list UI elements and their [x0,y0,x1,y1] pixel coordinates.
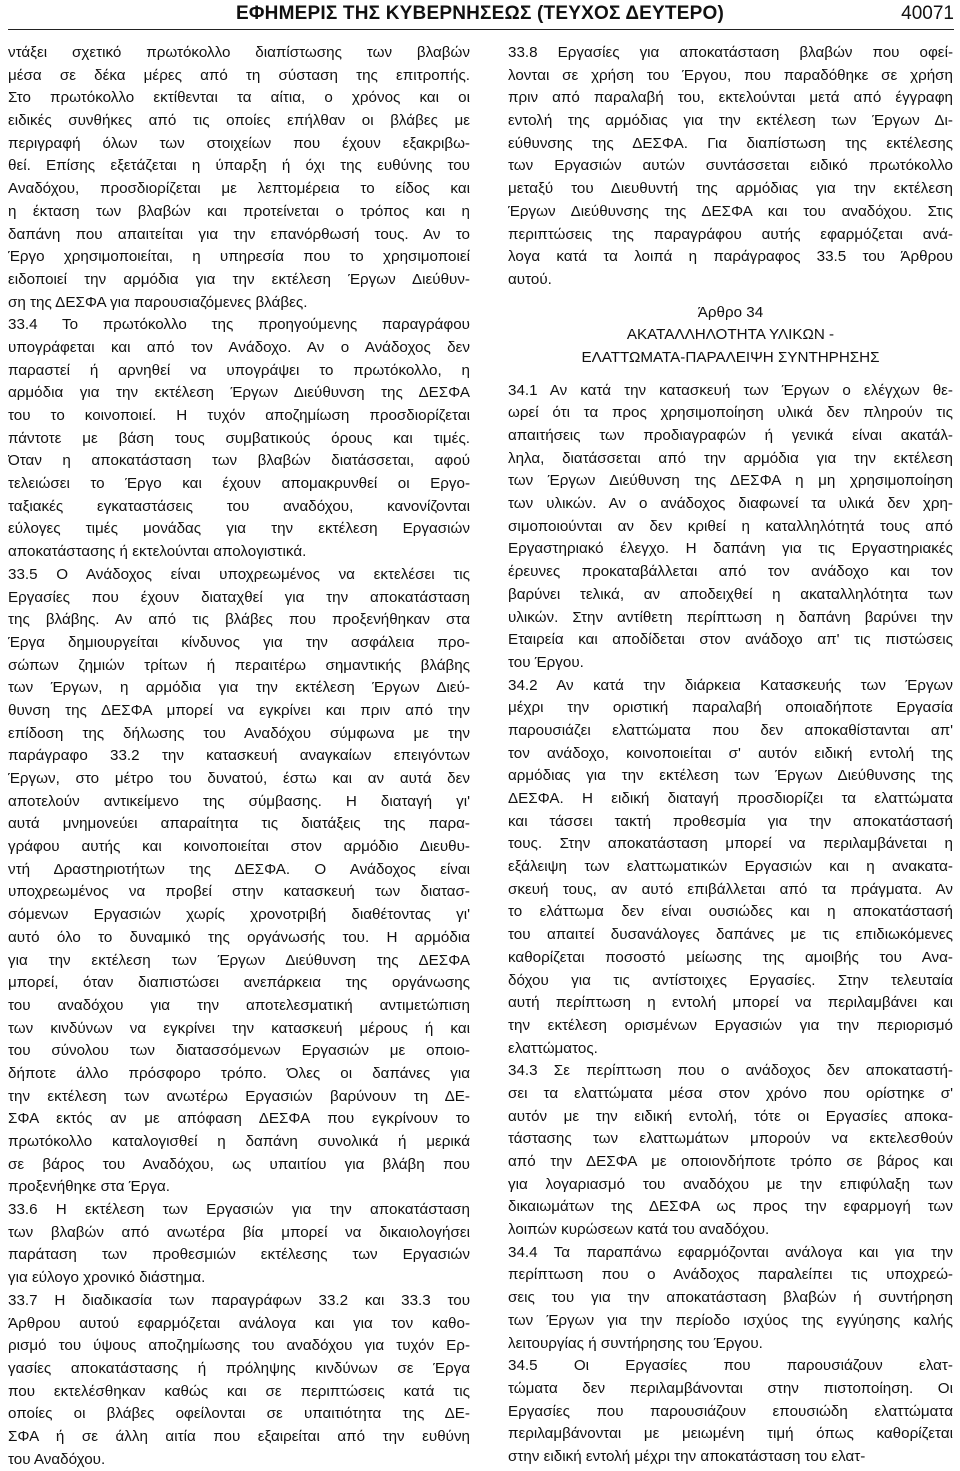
text-line: παράγραφο 33.2 την κατασκευή αναγκαίων επειγόντων [8,747,470,765]
text-line: ση της ΔΕΣΦΑ για παρουσιαζόμενες βλάβες. [8,293,308,311]
text-line: περίπτωση που ο Ανάδοχος παραλείπει τις υποχρεώ- [508,1266,953,1284]
text-line: για την εκτέλεση των Έργων Διεύθυνση της ΔΕΣΦΑ [8,951,470,969]
text-line: ωρεί ότι τα προς χρησιμοποίηση υλικά δεν πληρούν τις [508,404,953,422]
text-line: 33.7 Η διαδικασία των παραγράφων 33.2 και 33.3 του [8,1291,470,1309]
text-line: και τάσσει τακτή προθεσμία για την αποκατάστασή [508,812,953,830]
text-line: πάντοτε με βάση τους συμβατικούς όρους και τιμές. [8,429,470,447]
text-line: δαπάνη που απαιτείται για την επανόρθωσή τους. Αν το [8,225,470,243]
article-number: Άρθρο 34 [697,303,764,321]
text-line: ειδοποιεί την αρμόδια για την εκτέλεση Έργων Διεύθυν- [8,270,470,288]
text-line: περιλαμβάνονται με μειωμένη τιμή όπως καθορίζεται [508,1425,953,1443]
text-line: αυτά μνημονεύει απαραίτητα τις διατάξεις της παρα- [8,815,470,833]
text-line: περιγραφή όλων των στοιχείων που έχουν εξακριβω- [8,134,470,152]
text-line: σε βάρος του Αναδόχου, ως υπαιτίου για βλάβη που [8,1155,470,1173]
text-line: των κινδύνων να εγκρίνει την κατασκευή μέρους ή και [8,1019,470,1037]
text-line: επίδοση της δήλωσης του Αναδόχου σύμφωνα με την [8,724,470,742]
text-line: του Αναδόχου. [8,1450,106,1468]
text-line: Έργα δημιουργείται κίνδυνος για την ασφάλεια προ- [8,633,470,651]
text-line: Έργων Διεύθυνσης της ΔΕΣΦΑ και του αναδόχου. Στις [508,202,953,220]
text-line: παρουσιάζει ελαττώματα που δεν αποκαθίστανται απ' [508,721,953,739]
text-line: που εκτελέσθηκαν καθώς και σε περιπτώσεις κατά τις [8,1382,470,1400]
text-line: 34.4 Τα παραπάνω εφαρμόζονται ανάλογα και για την [508,1243,953,1261]
text-line: των υλικών. Αν ο ανάδοχος διαφωνεί τα υλικά δεν χρη- [508,495,953,513]
text-line: των βλαβών από ανωτέρα βία μπορεί να δικαιολογήσει [8,1223,470,1241]
text-line: δήποτε άλλο πρόσφορο τρόπο. Όλες οι δαπάνες για [8,1064,470,1082]
text-line: εύθυνσης της ΔΕΣΦΑ. Για διαπίστωση της εκτέλεσης [508,134,953,152]
text-line: προξενήθηκε στα Έργα. [8,1178,170,1196]
text-line: το ελάττωμα δεν είναι ουσιώδες και η αποκατάστασή [508,903,953,921]
paragraph-33-8 [508,42,953,292]
text-line: σόμενων Εργασιών χωρίς χρονοτριβή διαθέτοντας γι' [8,906,470,924]
text-line: 34.5 Οι Εργασίες που παρουσιάζουν ελατ- [508,1357,953,1375]
text-line: στην ειδική εντολή μέχρι την αποκατάσταση του ελατ- [508,1447,866,1465]
text-line: ελαττώματος. [508,1039,598,1057]
text-line: σκευή τους, αν αυτό επιβάλλεται από τα πράγματα. Αν [508,880,953,898]
text-line: εντολή της αρμόδιας για την εκτέλεση των Έργων Δι- [508,112,953,130]
text-line: του αναδόχου για την αποτελεσματική αντιμετώπιση [8,996,470,1014]
text-line: απαιτήσεις των προδιαγραφών ή γενικά είναι ακατάλ- [508,427,953,444]
text-line: Εργασίες που έχουν διαταχθεί για την αποκατάσταση [8,588,470,606]
left-column [8,42,470,1471]
text-line: των Έργων, η αρμόδια για την εκτέλεση Έργων Διεύ- [8,679,470,697]
text-line: εξάλειψη των ελαττωματικών Εργασιών και η ανακατα- [508,858,953,876]
text-line: μέσα σε δέκα μέρες από τη σύσταση της επιτροπής. [8,66,470,84]
text-line: η έκταση των βλαβών και προτείνεται ο τρόπος και η [8,202,470,220]
text-line: υπογράφεται και από τον Ανάδοχο. Αν ο Ανάδοχος δεν [8,338,470,356]
gazette-title: ΕΦΗΜΕΡΙΣ ΤΗΣ ΚΥΒΕΡΝΗΣΕΩΣ (ΤΕΥΧΟΣ ΔΕΥΤΕΡΟ) [236,3,724,24]
text-line: για λογαριασμό του αναδόχου με την επιφύλαξη των [508,1175,953,1193]
text-line: δόχου για τις αντίστοιχες Εργασίες. Στην τελευταία [508,971,953,989]
text-line: 33.6 Η εκτέλεση των Εργασιών για την αποκατάσταση [8,1201,470,1219]
text-line: πριν από παραλαβή του, εκτελούνται μετά από έγγραφη [508,89,953,107]
text-line: τάστασης των ελαττωμάτων μπορούν να εκτελεσθούν [508,1130,953,1148]
text-line: λοιπών κυρώσεων κατά του αναδόχου. [508,1221,770,1239]
text-line: θυνση της ΔΕΣΦΑ μπορεί να εγκρίνει και πριν από την [8,701,470,719]
text-line: λονται σε χρήση του Έργου, που παραδόθηκε σε χρήση [508,66,953,84]
text-line: περιπτώσεις της παραγράφου αυτής εφαρμόζεται ανά- [508,225,953,243]
text-line: Αναδόχου, προσδιορίζεται με λεπτομέρεια το είδος και [8,180,470,198]
text-line: Έργων, στο μέτρο του δυνατού, έστω και αν αυτά δεν [8,770,470,787]
text-line: εύλογες τιμές μονάδας για την εκτέλεση Εργασιών [8,520,470,538]
text-line: αυτού. [508,270,552,288]
text-line: 33.5 Ο Ανάδοχος είναι υποχρεωμένος να εκτελέσει τις [8,565,470,583]
text-line: σιμοποιούνται αν δεν κριθεί η καταλληλότητά τους από [508,517,953,535]
text-line: τελειώσει το Έργο και έχουν απομακρυνθεί οι Εργο- [8,475,470,493]
header-rule [8,29,954,30]
text-line: λειτουργίας ή συντήρησης του Έργου. [508,1334,763,1352]
right-column [508,42,953,1469]
text-line: ειδικές συνθήκες από τις οποίες επήλθαν οι βλάβες με [8,112,470,130]
text-line: αυτή περίπτωση η εντολή μπορεί να περιλαμβάνει και [508,994,953,1012]
text-line: των Έργων για την περίοδο ισχύος της εγγύησης καλής [508,1311,953,1329]
text-line: γράφου αυτής και κοινοποιείται στον αρμόδιο Διευθυ- [8,838,470,856]
text-line: αποτελούν αντικείμενο της σύμβασης. Η διαταγή γι' [8,792,470,810]
text-line: μέχρι την οριστική παραλαβή οποιαδήποτε Εργασία [508,699,953,717]
text-line: ΣΦΑ εκτός αν με απόφαση ΔΕΣΦΑ που εγκρίνουν το [8,1110,470,1128]
text-line: αυτό όλο το δυναμικό της οργάνωσής του. Η αρμόδια [8,928,470,946]
text-line: ΔΕΣΦΑ. Η ειδική διαταγή προσδιορίζει τα ελαττώματα [508,790,953,807]
article-34-body [508,380,953,1469]
text-line: υλικών. Στην αντίθετη περίπτωση η δαπάνη βαρύνει την [508,608,953,626]
text-line: σει τα ελαττώματα μέσα στον χρόνο που ορίστηκε σ' [508,1084,953,1102]
text-line: του Έργου. [508,653,584,671]
text-line: 34.1 Αν κατά την κατασκευή των Έργων ο ελέγχων θε- [508,381,953,399]
text-line: Άρθρου αυτού εφαρμόζεται ανάλογα και για τον καθο- [8,1314,470,1332]
page-number: 40071 [901,3,954,24]
text-line: 33.4 Το πρωτόκολλο της προηγούμενης παραγράφου [8,316,470,334]
article-title-line-2: ΕΛΑΤΤΩΜΑΤΑ-ΠΑΡΑΛΕΙΨΗ ΣΥΝΤΗΡΗΣΗΣ [581,348,880,366]
text-line: του το κοινοποιεί. Η τυχόν αποζημίωση προσδιορίζεται [8,407,470,424]
text-line: 34.2 Αν κατά την διάρκεια Κατασκευής των Έργων [508,676,953,694]
text-line: την εκτέλεση των ανωτέρω Εργασιών βαρύνουν τη ΔΕ- [8,1087,470,1105]
text-line: θεί. Επίσης εξετάζεται η ύπαρξη ή όχι της ευθύνης του [8,157,470,175]
text-line: μπορεί, όταν διαπιστώσει ανεπάρκεια της οργάνωσης [8,974,470,992]
text-line: δικαιωμάτων της ΔΕΣΦΑ ως προς την εφαρμογή των [508,1198,953,1216]
text-line: Όταν η αποκατάσταση των βλαβών διατάσσεται, αφού [8,452,470,470]
text-line: καθορίζεται ποσοστό μείωσης της αμοιβής του Ανα- [508,948,953,966]
text-line: των Έργων Διεύθυνση της ΔΕΣΦΑ η μη χρησιμοποίηση [508,472,953,490]
text-line: των Εργασιών αυτών συντάσσεται ειδικό πρωτόκολλο [508,157,953,175]
text-line: για εύλογο χρονικό διάστημα. [8,1269,206,1287]
text-line: τους. Στην αποκατάσταση μπορεί να περιλαμβάνεται η [508,835,953,853]
text-line: βαρύνει τελικά, αν αποδειχθεί η ακαταλληλότητα των [508,585,953,603]
text-line: ντή Δραστηριοτήτων της ΔΕΣΦΑ. Ο Ανάδοχος είναι [8,860,470,878]
text-line: λογα κατά τα λοιπά η παράγραφος 33.5 του Άρθρου [508,248,953,266]
text-line: Εργασίες που παρουσιάζουν επουσιώδη ελαττώματα [508,1402,953,1420]
text-line: παράταση των προθεσμιών εκτέλεσης των Εργασιών [8,1246,470,1264]
text-line: ληλα, διατάσσεται από την αρμόδια για την εκτέλεση [508,449,953,467]
text-line: Εργαστηριακό έλεγχο. Η δαπάνη για τις Εργαστηριακές [508,540,953,558]
text-line: αρμόδιας για την εκτέλεση των Έργων Διεύθυνσης της [508,767,953,785]
article-title-line-1: ΑΚΑΤΑΛΛΗΛΟΤΗΤΑ ΥΛΙΚΩΝ - [626,326,835,344]
text-line: ρισμό του ύψους αποζημίωσης του αναδόχου για τυχόν Ερ- [8,1337,470,1355]
text-line: Στο πρωτόκολλο εκτίθενται τα αίτια, ο χρόνος και οι [8,89,470,107]
page-header [0,0,960,30]
text-line: Έργο χρησιμοποιείται, η υπηρεσία που το χρησιμοποιεί [8,248,470,266]
text-line: αυτόν με την ειδική εντολή, τότε οι Εργασίες αποκα- [508,1107,953,1125]
text-line: οποίες οι βλάβες οφείλονται σε υπαιτιότητα της ΔΕ- [8,1405,470,1423]
text-line: έρευνες προκαταβάλλεται από τον ανάδοχο και τον [508,563,953,581]
text-line: της βλάβης. Αν από τις βλάβες που προξενήθηκαν στα [8,611,470,629]
text-line: γασίες αποκατάστασης ή πρόληψης κινδύνων σε Έργα [8,1359,470,1377]
text-line: 33.8 Εργασίες για αποκατάσταση βλαβών που οφεί- [508,44,953,61]
text-line: ταξιακές εγκαταστάσεις του αναδόχου, κανονίζονται [8,497,470,515]
text-line: του απαιτεί δυσανάλογες δαπάνες με τις επιδιωκόμενες [508,926,953,944]
text-line: ΣΦΑ ή σε άλλη αιτία που εξαιρείται από την ευθύνη [8,1427,470,1445]
text-line: μεταξύ του Διευθυντή της αρμόδιας για την εκτέλεση [508,180,953,198]
text-line: αποκατάστασης ή εκτελούνται απολογιστικά. [8,543,307,561]
text-line: τώματα δεν περιλαμβάνονται στην πιστοποίηση. Οι [508,1379,953,1397]
text-line: την εκτέλεση ορισμένων Εργασιών για την περιορισμό [508,1016,953,1034]
text-line: σώπων ζημιών τρίτων ή περαιτέρω σημαντικής βλάβης [8,656,470,674]
text-line: σεις του για την αποκατάσταση βλαβών ή συντήρηση [508,1289,953,1307]
text-line: παραστεί ή αρνηθεί να υπογράψει το πρωτόκολλο, η [8,361,470,379]
text-line: από την ΔΕΣΦΑ με οποιονδήποτε τρόπο σε βάρος και [508,1153,953,1170]
text-line: τον ανάδοχο, κοινοποιείται σ' αυτόν ειδική εντολή της [508,744,953,762]
text-line: ντάξει σχετικό πρωτόκολλο διαπίστωσης των βλαβών [8,44,470,61]
text-line: πρωτόκολλο καταλογισθεί η δαπάνη συνολικά ή μερικά [8,1133,470,1150]
text-line: 34.3 Σε περίπτωση που ο ανάδοχος δεν αποκαταστή- [508,1062,953,1080]
text-line: αρμόδια για την εκτέλεση Έργων Διεύθυνση της ΔΕΣΦΑ [8,384,470,402]
text-line: του σύνολου των διατασσόμενων Εργασιών με οποιο- [8,1042,470,1060]
text-line: Εταιρεία και αποδίδεται στον ανάδοχο απ' τις πιστώσεις [508,631,953,649]
text-line: υποχρεωμένος να προβεί στην κατασκευή των διατασ- [8,883,470,901]
